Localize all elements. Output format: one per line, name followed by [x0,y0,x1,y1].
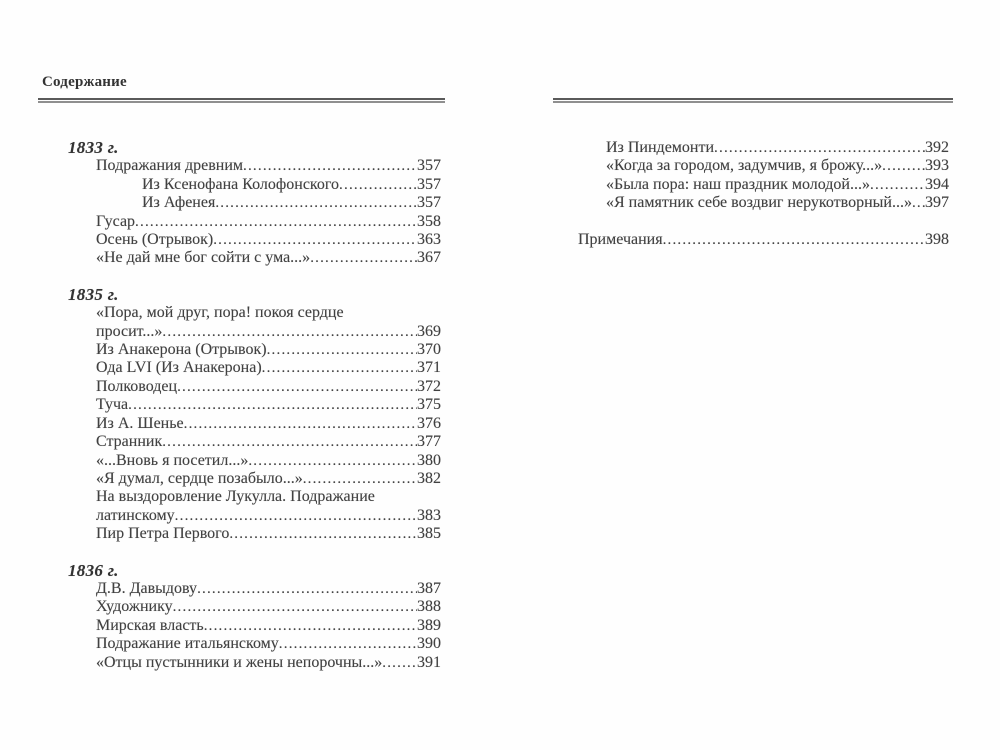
toc-section [68,286,441,544]
toc-page-number: 385 [417,525,441,543]
toc-page-number: 358 [417,212,441,230]
toc-entry-row [68,231,441,249]
toc-entry-row [68,507,441,525]
toc-year-heading: 1835 г. [68,284,119,304]
dot-leader [162,433,417,451]
header-rule-left [38,98,445,103]
toc-entry-row [68,488,441,506]
dot-leader [177,378,417,396]
toc-page-number: 372 [417,377,441,395]
dot-leader [175,507,417,525]
toc-page-number: 387 [417,579,441,597]
toc-entry-title: Гусар [96,212,136,230]
toc-section [578,139,949,213]
toc-entry-row [578,231,949,249]
toc-entry-title: Из Анакерона (Отрывок) [96,341,267,359]
toc-entry-title: Из Ксенофана Колофонского [142,175,340,193]
dot-leader [267,341,417,359]
dot-leader [128,396,417,414]
toc-entry-row [68,304,441,322]
toc-page-number: 363 [417,231,441,249]
toc-page-number: 393 [925,157,949,175]
toc-page-number: 371 [417,359,441,377]
toc-entry-title: Мирская власть [96,616,204,634]
toc-page-number: 390 [417,635,441,653]
toc-entry-row [68,323,441,341]
dot-leader [213,231,417,249]
toc-entry-title: Примечания [578,230,663,248]
dot-leader [215,194,417,212]
toc-entry-row [68,213,441,231]
toc-entry-row [68,194,441,212]
toc-page-number: 367 [417,249,441,267]
toc-entry-row [68,525,441,543]
toc-page-number: 388 [417,598,441,616]
dot-leader [248,452,417,470]
toc-entry-title: Туча [96,396,129,414]
toc-page-number: 383 [417,506,441,524]
toc-entry-row [68,396,441,414]
toc-entry-row [68,157,441,175]
dot-leader [882,157,925,175]
toc-entry-title: «Отцы пустынники и жены непорочны...» [96,653,383,671]
toc-entry-title: латинскому [96,506,175,524]
toc-page-number: 389 [417,616,441,634]
toc-page-number: 377 [417,433,441,451]
dot-leader [912,194,925,212]
toc-entry-row [68,359,441,377]
toc-entry-row [578,194,949,212]
toc-entry-row [68,470,441,488]
toc-entry-title: Д.В. Давыдову [96,579,198,597]
toc-left-column [68,139,441,672]
dot-leader [310,249,417,267]
dot-leader [229,525,417,543]
toc-entry-title: Из А. Шенье [96,414,184,432]
toc-entry-title: На выздоровление Лукулла. Подражание [96,488,375,506]
toc-entry-row [578,157,949,175]
dot-leader [663,231,925,249]
toc-page-number: 376 [417,414,441,432]
dot-leader [279,635,417,653]
dot-leader [243,157,417,175]
toc-page-number: 392 [925,139,949,156]
toc-year-heading: 1833 г. [68,138,119,157]
page-header-title: Содержание [42,74,127,90]
dot-leader [197,580,417,598]
dot-leader [135,213,417,231]
toc-entry-title: Пир Петра Первого [96,525,230,543]
toc-entry-title: Осень (Отрывок) [96,231,214,249]
toc-page-number: 369 [417,322,441,340]
toc-entry-title: «Я памятник себе воздвиг нерукотворный...» [606,194,912,212]
toc-entry-title: «Была пора: наш праздник молодой...» [606,175,870,193]
toc-year-heading: 1836 г. [68,560,119,580]
toc-entry-row [68,415,441,433]
toc-entry-title: Из Пиндемонти [606,139,715,156]
toc-entry-row [68,249,441,267]
dot-leader [184,415,417,433]
dot-leader [173,598,417,616]
toc-entry-row [578,176,949,194]
dot-leader [303,470,417,488]
toc-entry-title: «Я думал, сердце позабыло...» [96,469,303,487]
toc-entry-row [68,433,441,451]
toc-entry-title: «...Вновь я посетил...» [96,451,249,469]
dot-leader [262,359,417,377]
toc-page-number: 391 [417,653,441,671]
toc-entry-title: Подражания древним [96,157,244,175]
dot-leader [870,176,925,194]
toc-entry-title: Художнику [96,598,173,616]
toc-entry-row [68,341,441,359]
toc-page-number: 357 [417,157,441,175]
dot-leader [204,617,417,635]
header-rule-right [553,98,953,103]
toc-page-number: 382 [417,469,441,487]
dot-leader [382,654,417,672]
toc-page-number: 398 [925,230,949,248]
toc-page-number: 357 [417,194,441,212]
toc-page-number: 380 [417,451,441,469]
toc-entry-title: Из Афенея [142,194,216,212]
toc-page-number: 357 [417,175,441,193]
toc-entry-title: Подражание итальянскому [96,635,279,653]
toc-entry-title: Странник [96,433,163,451]
toc-entry-row [68,654,441,672]
toc-entry-row [68,378,441,396]
dot-leader [162,323,417,341]
toc-entry-row [578,139,949,157]
toc-page-number: 394 [925,175,949,193]
toc-entry-row [68,580,441,598]
toc-section [578,231,949,249]
toc-entry-title: Ода LVI (Из Анакерона) [96,359,262,377]
toc-right-column [578,139,949,249]
toc-page-number: 375 [417,396,441,414]
toc-entry-row [68,452,441,470]
toc-section [68,139,441,268]
toc-entry-row [68,635,441,653]
toc-entry-title: Полководец [96,377,178,395]
toc-section [68,562,441,672]
toc-entry-row [68,598,441,616]
toc-entry-title: «Пора, мой друг, пора! покоя сердце [96,304,344,322]
toc-entry-title: «Когда за городом, задумчив, я брожу...» [606,157,883,175]
dot-leader [714,139,925,157]
toc-entry-title: «Не дай мне бог сойти с ума...» [96,249,311,267]
dot-leader [339,176,417,194]
toc-entry-title: просит...» [96,322,163,340]
toc-entry-row [68,176,441,194]
toc-entry-row [68,617,441,635]
toc-page-number: 370 [417,341,441,359]
toc-page-number: 397 [925,194,949,212]
